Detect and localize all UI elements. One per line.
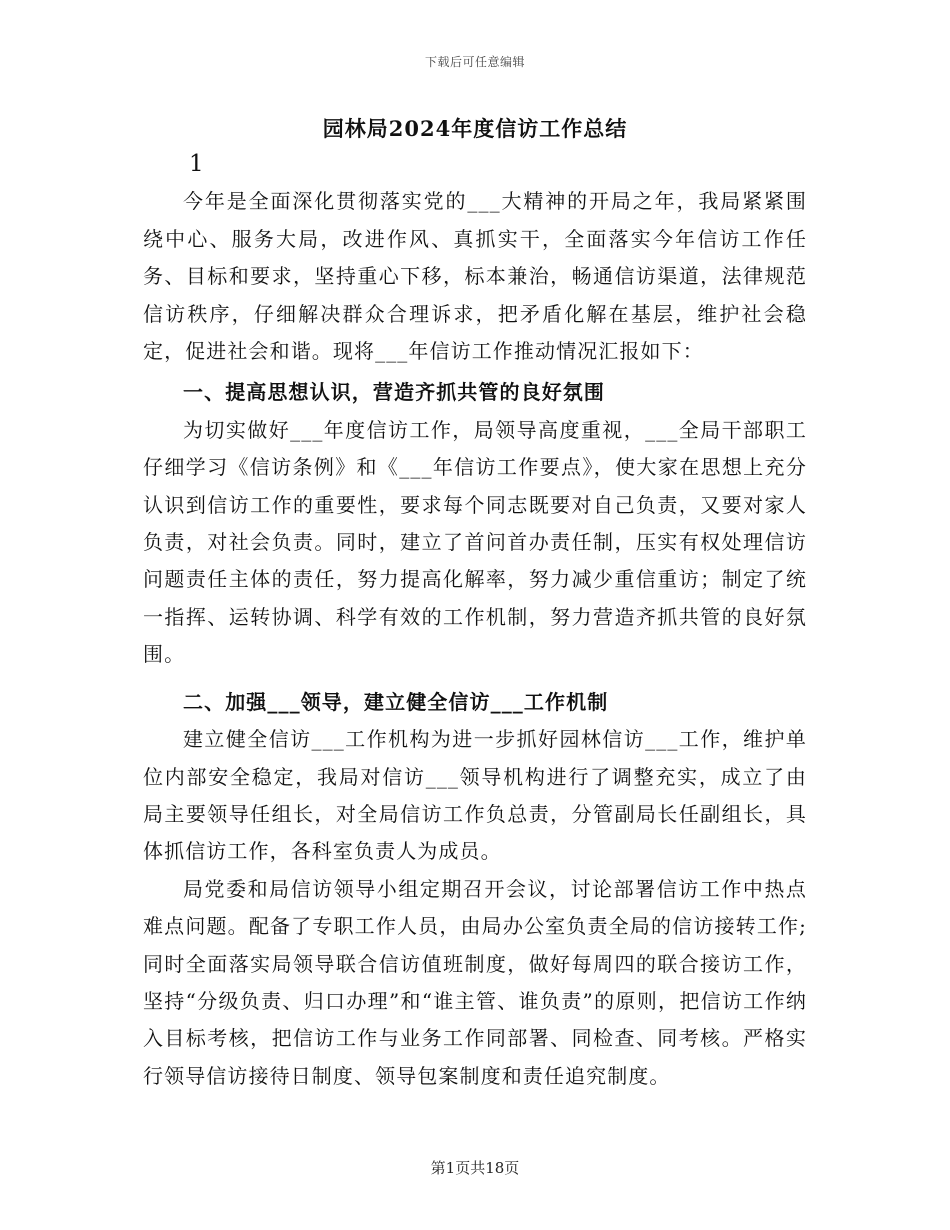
section2-paragraph-2: 局党委和局信访领导小组定期召开会议，讨论部署信访工作中热点难点问题。配备了专职工作人员，由局办公室负责全局的信访接转工作;同时全面落实局领导联合信访值班制度，做好每周四的联合接访工作，坚持“分级负责、归口办理”和“谁主管、谁负责”的原则，把信访工作纳入目标考核，把信访工作与业务工作同部署、同检查、同考核。严格实行领导信访接待日制度、领导包案制度和责任追究制度。 — [143, 876, 807, 1088]
document-title: 园林局2024年度信访工作总结 — [322, 116, 628, 141]
section2-paragraph-1: 建立健全信访___工作机构为进一步抓好园林信访___工作，维护单位内部安全稳定，我局对信访___领导机构进行了调整充实，成立了由局主要领导任组长，对全局信访工作负总责，分管副局长任副组长，具体抓信访工作，各科室负责人为成员。 — [143, 727, 807, 864]
document-number: 1 — [189, 151, 205, 177]
section1-paragraph: 为切实做好___年度信访工作，局领导高度重视，___全局干部职工仔细学习《信访条例》和《___年信访工作要点》，使大家在思想上充分认识到信访工作的重要性，要求每个同志既要对自己负责，又要对家人负责，对社会负责。同时，建立了首问首办责任制，压实有权处理信访问题责任主体的责任，努力提高化解率，努力减少重信重访；制定了统一指挥、运转协调、科学有效的工作机制，努力营造齐抓共管的良好氛围。 — [143, 417, 807, 667]
page-footer: 第1页共18页 — [430, 1159, 520, 1177]
header-note: 下载后可任意编辑 — [424, 55, 525, 69]
section1-heading: 一、提高思想认识，营造齐抓共管的良好氛围 — [183, 380, 605, 405]
document-body — [143, 146, 807, 1095]
section2-heading: 二、加强___领导，建立健全信访___工作机制 — [183, 689, 609, 714]
intro-paragraph: 今年是全面深化贯彻落实党的___大精神的开局之年，我局紧紧围绕中心、服务大局，改进作风、真抓实干，全面落实今年信访工作任务、目标和要求，坚持重心下移，标本兼治，畅通信访渠道，法律规范信访秩序，仔细解决群众合理诉求，把矛盾化解在基层，维护社会稳定，促进社会和谐。现将___年信访工作推动情况汇报如下： — [143, 189, 807, 364]
